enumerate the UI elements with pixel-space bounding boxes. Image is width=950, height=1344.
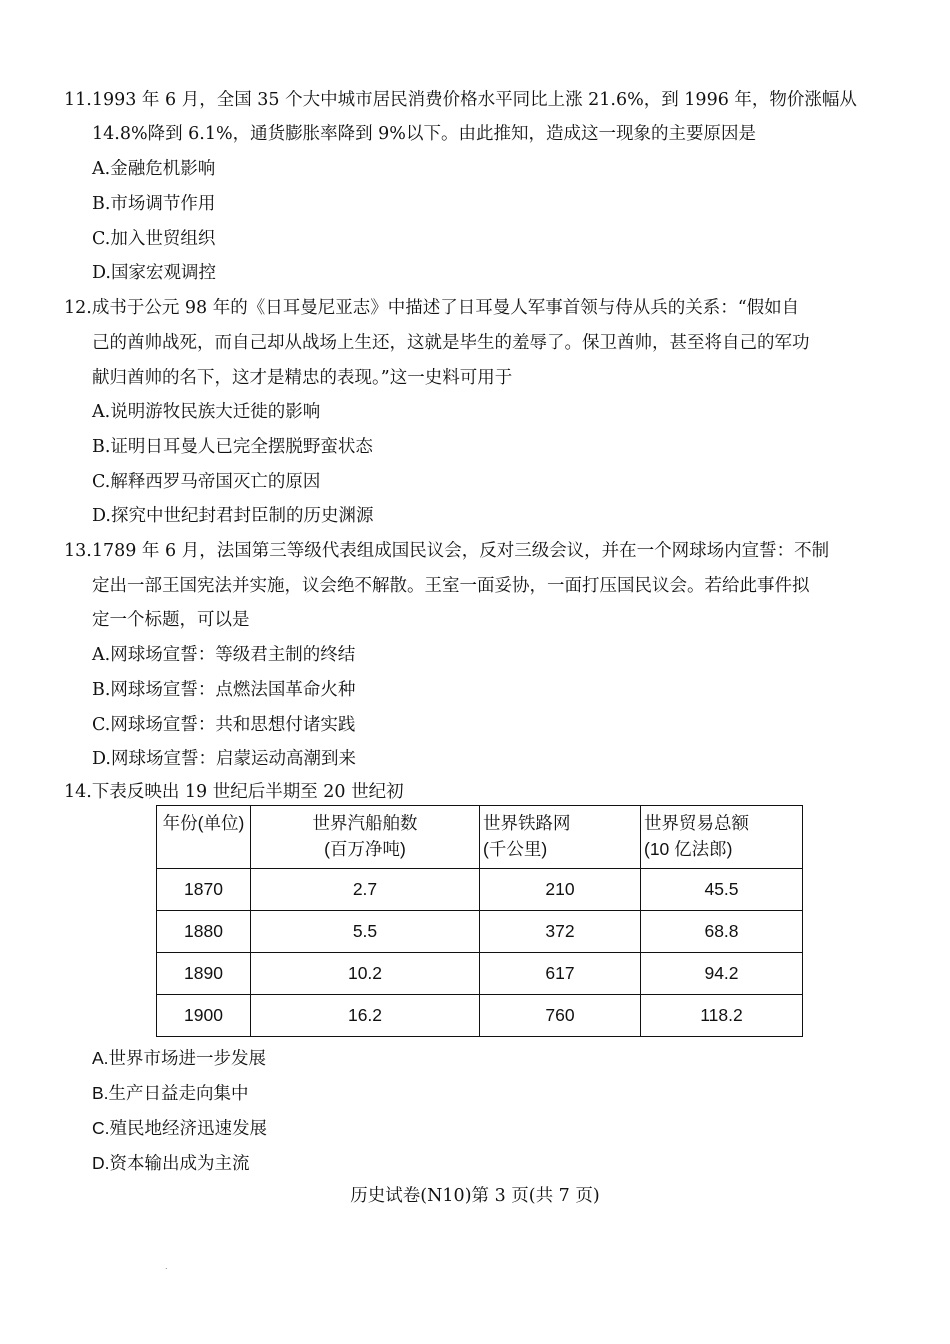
cell-steamships: 2.7 xyxy=(251,869,480,911)
q14-data-table xyxy=(156,805,803,1037)
q12-option-c: C.解释西罗马帝国灭亡的原因 xyxy=(92,472,321,492)
cell-year: 1890 xyxy=(157,953,251,995)
q13-stem-line-1: 13.1789 年 6 月，法国第三等级代表组成国民议会，反对三级会议，并在一个网球场内宣誓：不制 xyxy=(64,541,830,561)
q13-option-d: D.网球场宣誓：启蒙运动高潮到来 xyxy=(92,749,356,769)
table-header-row xyxy=(157,806,803,869)
header-railway-unit: (千公里) xyxy=(483,839,548,859)
cell-steamships: 5.5 xyxy=(251,911,480,953)
header-steamships-label: 世界汽船舶数 xyxy=(312,813,418,833)
q13-option-b: B.网球场宣誓：点燃法国革命火种 xyxy=(92,680,356,700)
table-row xyxy=(157,995,803,1037)
header-railway xyxy=(480,806,641,869)
cell-steamships: 16.2 xyxy=(251,995,480,1037)
cell-trade: 45.5 xyxy=(641,869,803,911)
page-footer: 历史试卷(N10)第 3 页(共 7 页) xyxy=(350,1186,600,1206)
q11-option-c: C.加入世贸组织 xyxy=(92,229,216,249)
header-steamships-unit: (百万净吨) xyxy=(324,839,406,859)
q11-stem-line-2: 14.8%降到 6.1%，通货膨胀率降到 9%以下。由此推知，造成这一现象的主要原因是 xyxy=(92,124,756,144)
q11-option-b: B.市场调节作用 xyxy=(92,194,216,214)
q14-option-b: B.生产日益走向集中 xyxy=(92,1083,249,1103)
q11-stem-line-1: 11.1993 年 6 月，全国 35 个大中城市居民消费价格水平同比上涨 21.6%，到 1996 年，物价涨幅从 xyxy=(64,90,857,110)
cell-trade: 94.2 xyxy=(641,953,803,995)
cell-steamships: 10.2 xyxy=(251,953,480,995)
q11-option-a: A.金融危机影响 xyxy=(92,159,216,179)
q14-option-a: A.世界市场进一步发展 xyxy=(92,1048,267,1068)
header-trade-label: 世界贸易总额 xyxy=(644,813,749,833)
table-row xyxy=(157,953,803,995)
header-year xyxy=(157,806,251,869)
q12-stem-line-1: 12.成书于公元 98 年的《日耳曼尼亚志》中描述了日耳曼人军事首领与侍从兵的关系：“假如自 xyxy=(64,298,800,318)
cell-year: 1880 xyxy=(157,911,251,953)
q13-option-a: A.网球场宣誓：等级君主制的终结 xyxy=(92,645,356,665)
table-row xyxy=(157,911,803,953)
q11-option-d: D.国家宏观调控 xyxy=(92,263,216,283)
header-steamships xyxy=(251,806,480,869)
stray-dot: . xyxy=(165,1262,168,1271)
q13-stem-line-2: 定出一部王国宪法并实施，议会绝不解散。王室一面妥协，一面打压国民议会。若给此事件拟 xyxy=(92,576,810,596)
header-trade-unit: (10 亿法郎) xyxy=(644,839,733,859)
q12-option-b: B.证明日耳曼人已完全摆脱野蛮状态 xyxy=(92,437,373,457)
cell-railway: 617 xyxy=(480,953,641,995)
header-trade xyxy=(641,806,803,869)
q13-stem-line-3: 定一个标题，可以是 xyxy=(92,610,250,630)
cell-year: 1900 xyxy=(157,995,251,1037)
q13-option-c: C.网球场宣誓：共和思想付诸实践 xyxy=(92,715,356,735)
q14-option-c: C.殖民地经济迅速发展 xyxy=(92,1118,267,1138)
q14-option-d: D.资本输出成为主流 xyxy=(92,1153,250,1173)
q12-stem-line-2: 己的酋帅战死，而自己却从战场上生还，这就是毕生的羞辱了。保卫酋帅，甚至将自己的军功 xyxy=(92,333,810,353)
q14-stem: 14.下表反映出 19 世纪后半期至 20 世纪初 xyxy=(64,782,404,802)
cell-year: 1870 xyxy=(157,869,251,911)
header-year-label: 年份(单位) xyxy=(162,813,245,833)
q12-option-a: A.说明游牧民族大迁徙的影响 xyxy=(92,402,321,422)
cell-railway: 210 xyxy=(480,869,641,911)
cell-railway: 372 xyxy=(480,911,641,953)
header-railway-label: 世界铁路网 xyxy=(483,813,571,833)
cell-trade: 118.2 xyxy=(641,995,803,1037)
q12-option-d: D.探究中世纪封君封臣制的历史渊源 xyxy=(92,506,374,526)
table-row xyxy=(157,869,803,911)
q12-stem-line-3: 献归酋帅的名下，这才是精忠的表现。”这一史料可用于 xyxy=(92,368,513,388)
cell-trade: 68.8 xyxy=(641,911,803,953)
cell-railway: 760 xyxy=(480,995,641,1037)
